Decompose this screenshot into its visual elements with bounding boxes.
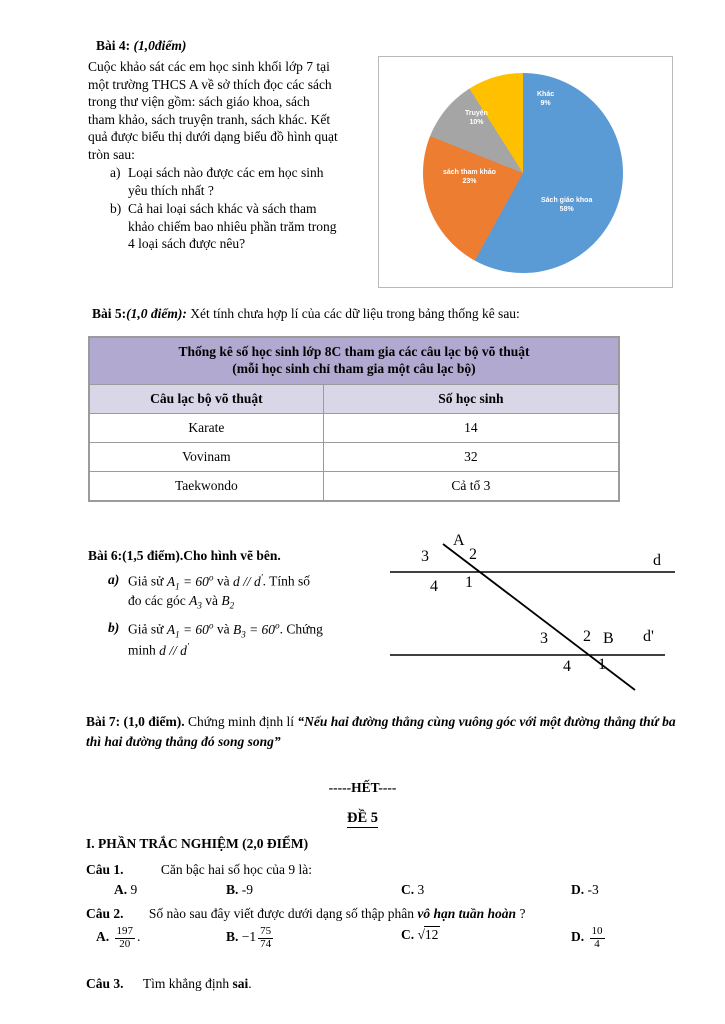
bai6-b-mid: và bbox=[213, 621, 233, 637]
pie-slice-label-sach-tham-khao: sách tham khảo 23% bbox=[443, 169, 496, 185]
bai6-text-a bbox=[128, 571, 388, 612]
option-d bbox=[571, 926, 607, 950]
bai4-list bbox=[110, 164, 346, 253]
bai4-paragraph: Cuộc khảo sát các em học sinh khối lớp 7 tại một trường THCS A về sở thích đọc các sách trong thư viện gồm: sách giáo khoa, sách tham khảo, sách truyện tranh, sách khác. Kết quả được biểu thị dưới dạng biểu đồ hình quạt tròn sau: bbox=[88, 59, 338, 162]
pie-slice-label-sach-giao-khoa: Sách giáo khoa 58% bbox=[541, 197, 593, 213]
option-b-value: -9 bbox=[241, 882, 254, 897]
bai6-a-math3: $A_3$ bbox=[189, 593, 202, 612]
section-title: I. PHẦN TRẮC NGHIỆM (2,0 ĐIỂM) bbox=[86, 836, 309, 851]
table-cell-club: Vovinam bbox=[90, 442, 324, 471]
option-c-key: C. bbox=[401, 927, 415, 942]
question-2-number: Câu 2. bbox=[86, 906, 124, 921]
bai7-block bbox=[86, 712, 686, 751]
option-c-key: C. bbox=[401, 882, 415, 897]
bai5-points: (1,0 điểm): bbox=[126, 306, 187, 321]
bai4-heading bbox=[96, 38, 378, 54]
table-title-cell bbox=[90, 338, 619, 385]
bai6-marker-b: b) bbox=[108, 620, 120, 636]
option-d-key: D. bbox=[571, 882, 585, 897]
option-d-fraction bbox=[590, 926, 605, 950]
option-b-key: B. bbox=[226, 882, 239, 897]
bai6-marker-a: a) bbox=[108, 572, 120, 587]
geometry-svg bbox=[385, 530, 685, 700]
bai6-heading: Bài 6:(1,5 điểm).Cho hình vẽ bên. bbox=[88, 548, 281, 563]
option-b bbox=[226, 882, 401, 898]
bai7-text: Chứng minh định lí bbox=[184, 714, 298, 729]
sqrt-icon: √ bbox=[417, 927, 425, 942]
geo-label-A: A bbox=[453, 532, 465, 549]
pie-chart-panel bbox=[378, 56, 673, 288]
geo-label-1: 1 bbox=[465, 574, 473, 591]
pie-chart bbox=[423, 73, 623, 273]
geo-label-2b: 2 bbox=[583, 628, 591, 645]
option-a bbox=[86, 926, 226, 950]
option-d bbox=[571, 882, 599, 898]
option-b bbox=[226, 926, 401, 950]
option-a-fraction bbox=[115, 926, 136, 950]
fraction-denominator: 74 bbox=[260, 937, 272, 950]
list-marker: b) bbox=[110, 201, 122, 217]
bai6-block bbox=[88, 548, 388, 660]
question-3-post: . bbox=[248, 976, 252, 991]
option-a-value: 9 bbox=[130, 882, 138, 897]
bai6-b-post: . Chứng bbox=[279, 621, 323, 637]
bai6-item-b bbox=[108, 619, 388, 660]
option-b-fraction bbox=[258, 926, 273, 950]
geo-label-dprime: d' bbox=[643, 628, 654, 645]
fraction-denominator: 20 bbox=[119, 937, 131, 950]
table-cell-count: 14 bbox=[323, 413, 618, 442]
fraction-numerator: 197 bbox=[116, 925, 133, 937]
question-3-text: Tìm khẳng định bbox=[142, 976, 233, 991]
question-1-number: Câu 1. bbox=[86, 862, 124, 877]
option-b-prefix: −1 bbox=[241, 929, 257, 945]
option-c-value: 3 bbox=[417, 882, 425, 897]
question-2-text: Số nào sau đây viết được dưới dạng số thập phân bbox=[148, 906, 418, 921]
list-marker: a) bbox=[110, 165, 121, 181]
option-c bbox=[401, 882, 571, 898]
question-1 bbox=[86, 862, 706, 878]
bai5-text: Xét tính chưa hợp lí của các dữ liệu trong bảng thống kê sau: bbox=[190, 306, 520, 321]
geo-label-4b: 4 bbox=[563, 658, 571, 675]
bai6-a-math4: $B_2$ bbox=[221, 593, 235, 612]
table-row bbox=[90, 442, 619, 471]
table-cell-club: Karate bbox=[90, 413, 324, 442]
option-a-suffix: . bbox=[137, 929, 141, 945]
geo-label-B: B bbox=[603, 630, 614, 647]
pie-slice-label-khac: Khác 9% bbox=[537, 91, 555, 107]
bai7-quote: “Nếu hai đường thẳng cùng vuông góc với một đường thẳng thứ ba thì hai đường thẳng đó song song” bbox=[86, 714, 676, 749]
geo-label-3: 3 bbox=[421, 548, 429, 565]
question-1-text: Căn bậc hai số học của 9 là: bbox=[160, 862, 312, 877]
option-d-value: -3 bbox=[587, 882, 599, 897]
list-item bbox=[110, 164, 346, 199]
table-title-line1: Thống kê số học sinh lớp 8C tham gia các câu lạc bộ võ thuật bbox=[178, 344, 530, 359]
option-a bbox=[86, 882, 226, 898]
option-b-key: B. bbox=[226, 929, 239, 945]
table-cell-club: Taekwondo bbox=[90, 471, 324, 500]
stat-table bbox=[89, 337, 619, 501]
pie-slice-label-truyen: Truyện 10% bbox=[465, 110, 488, 126]
table-title-row bbox=[90, 338, 619, 385]
option-c bbox=[401, 926, 571, 943]
bai6-a-line2-mid: và bbox=[201, 593, 222, 609]
geo-label-3b: 3 bbox=[540, 630, 548, 647]
bai6-a-pre: Giả sử bbox=[128, 573, 167, 589]
geo-label-1b: 1 bbox=[598, 656, 606, 673]
table-cell-count: Cả tổ 3 bbox=[323, 471, 618, 500]
option-a-key: A. bbox=[114, 882, 128, 897]
geometry-figure bbox=[385, 530, 685, 700]
fraction-numerator: 75 bbox=[260, 925, 272, 937]
bai6-a-math1: $A_1 = 60^o$ bbox=[166, 572, 214, 592]
question-2-emphasis: vô hạn tuần hoàn bbox=[417, 906, 517, 921]
bai6-text-b bbox=[128, 619, 388, 660]
stat-table-wrap bbox=[88, 336, 620, 502]
list-text: Loại sách nào được các em học sinh yêu thích nhất ? bbox=[128, 165, 324, 198]
bai6-a-mid: và bbox=[213, 573, 233, 589]
bai4-label: Bài 4: bbox=[96, 38, 131, 53]
fraction-numerator: 10 bbox=[591, 925, 603, 937]
question-3-number: Câu 3. bbox=[86, 976, 124, 991]
bai6-b-math1: $A_1 = 60^o$ bbox=[166, 620, 214, 640]
bai6-b-pre: Giả sử bbox=[128, 621, 167, 637]
question-2 bbox=[86, 906, 706, 922]
table-header-count: Số học sinh bbox=[323, 384, 618, 413]
bai6-b-math2: $B_3 = 60^o$ bbox=[232, 620, 280, 640]
bai6-item-a bbox=[108, 571, 388, 612]
bai4-block bbox=[88, 38, 378, 253]
de-title: ĐỀ 5 bbox=[346, 810, 379, 826]
question-1-options bbox=[86, 882, 706, 898]
question-3-bold: sai bbox=[232, 976, 249, 991]
fraction-denominator: 4 bbox=[594, 937, 600, 950]
list-text: Cả hai loại sách khác và sách tham khảo chiếm bao nhiêu phần trăm trong 4 loại sách được nêu? bbox=[128, 201, 337, 252]
bai6-b-line2-pre: minh bbox=[128, 642, 160, 658]
question-2-text-post: ? bbox=[516, 906, 526, 921]
bai7-label: Bài 7: (1,0 điểm). bbox=[86, 714, 185, 729]
question-3 bbox=[86, 976, 706, 992]
table-row bbox=[90, 471, 619, 500]
bai6-a-math2: d // d' bbox=[232, 572, 263, 589]
option-a-key: A. bbox=[96, 929, 110, 945]
geo-label-d: d bbox=[653, 552, 661, 569]
table-cell-count: 32 bbox=[323, 442, 618, 471]
option-d-key: D. bbox=[571, 929, 585, 945]
bai4-points: (1,0điểm) bbox=[133, 38, 187, 53]
option-c-radicand: 12 bbox=[424, 927, 439, 942]
list-item bbox=[110, 200, 346, 253]
question-2-options bbox=[86, 926, 706, 950]
table-row bbox=[90, 413, 619, 442]
table-title-line2: (mỗi học sinh chỉ tham gia một câu lạc bộ) bbox=[232, 360, 476, 376]
bai6-a-post: . Tính số bbox=[262, 573, 311, 589]
bai6-a-line2-pre: đo các góc bbox=[128, 593, 190, 609]
geo-label-4: 4 bbox=[430, 578, 438, 595]
bai6-b-math3: d // d' bbox=[159, 641, 189, 658]
geo-label-2: 2 bbox=[469, 546, 477, 563]
end-marker: -----HẾT---- bbox=[328, 780, 397, 795]
table-header-club: Câu lạc bộ võ thuật bbox=[90, 384, 324, 413]
bai5-label: Bài 5: bbox=[92, 306, 127, 321]
bai5-heading bbox=[92, 306, 692, 322]
table-header-row bbox=[90, 384, 619, 413]
